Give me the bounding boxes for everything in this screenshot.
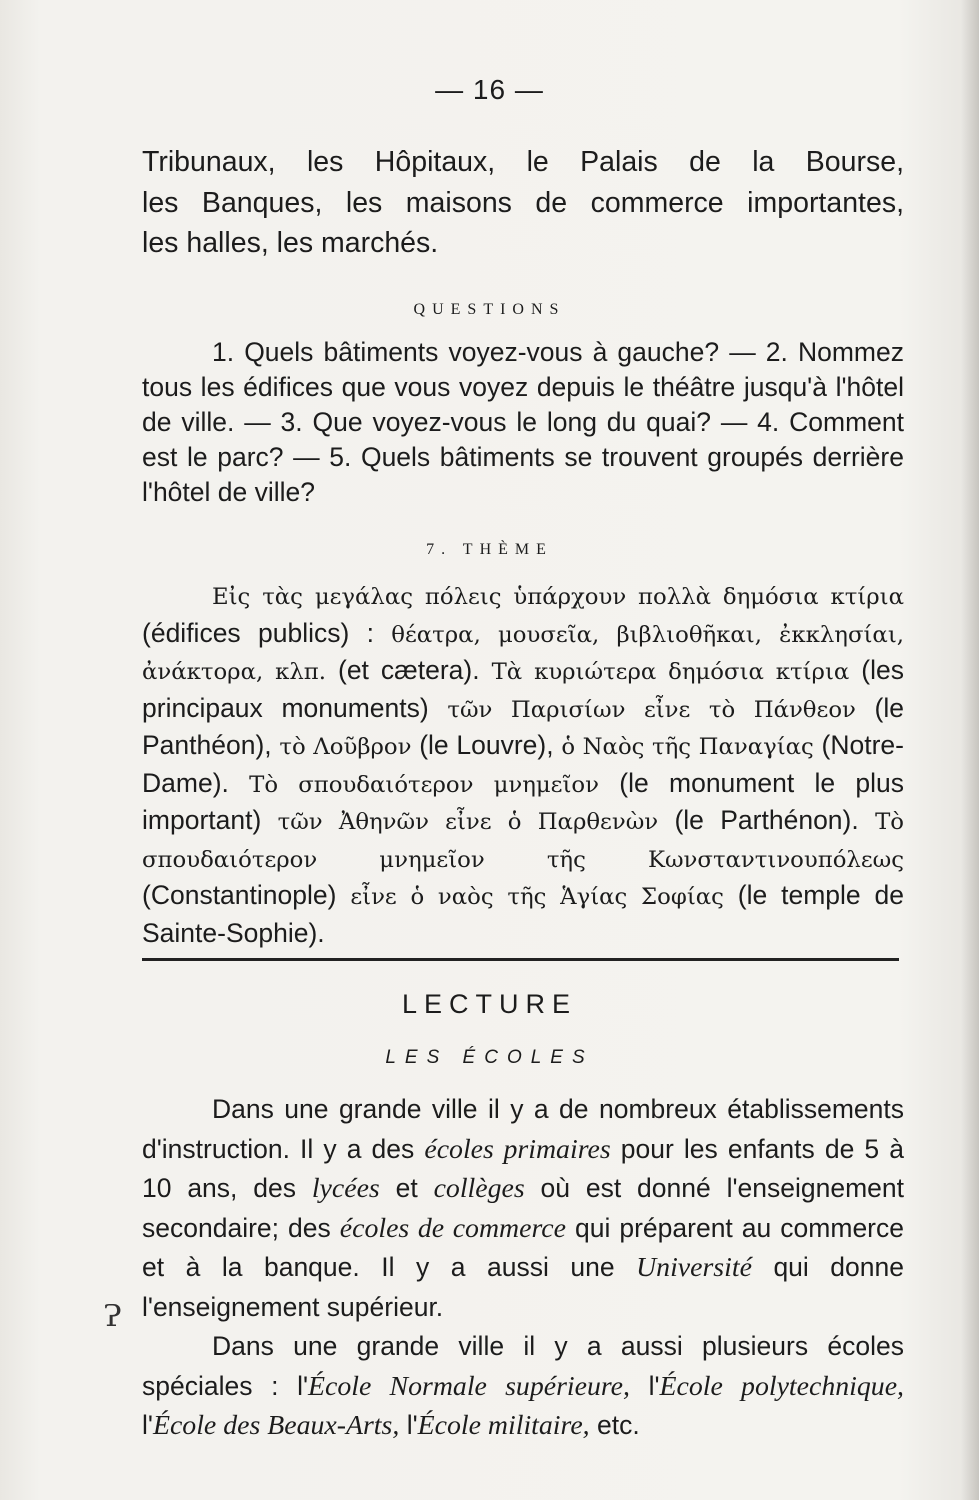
french-segment: (le Panthéon), <box>142 692 904 760</box>
text-run: Dans une grande ville il y a aussi plusieurs écoles spéciales : l' <box>142 1331 904 1401</box>
text-run: où est donné l'enseignement secondaire; des <box>142 1173 904 1243</box>
greek-segment: ὁ Ναὸς τῆς Παναγίας <box>561 734 814 760</box>
greek-segment: τῶν Ἀθηνῶν εἶνε ὁ Παρθενὼν <box>277 809 659 835</box>
theme-heading: 7. THÈME <box>426 541 553 558</box>
french-segment: (Constantinople) <box>142 880 351 910</box>
margin-pencil-mark: Ɂ <box>104 1299 122 1334</box>
greek-segment: Τὰ κυριώτερα δημόσια κτίρια <box>491 659 850 685</box>
italic-term: École militaire, <box>417 1410 590 1441</box>
theme-paragraph <box>142 578 904 951</box>
lecture-title: LECTURE <box>401 989 578 1019</box>
italic-term: collèges <box>433 1173 525 1204</box>
greek-segment: τὸ Λοῦβρον <box>279 734 412 760</box>
text-run: pour les enfants de 5 à 10 ans, des <box>142 1133 904 1203</box>
greek-segment: τῶν Παρισίων εἶνε τὸ Πάνθεον <box>447 696 856 723</box>
french-segment: (Notre-Dame). <box>142 730 904 798</box>
text-run: l' <box>399 1410 418 1440</box>
french-segment: (le temple de Sainte-Sophie). <box>142 880 904 948</box>
text-run: et <box>379 1173 434 1203</box>
lecture-paragraph-1 <box>142 1090 904 1327</box>
french-segment: (le Louvre), <box>411 730 562 760</box>
text-run: l' <box>142 1410 153 1440</box>
french-segment: (les principaux monuments) <box>142 655 904 723</box>
greek-segment: Τὸ σπουδαιότερον μνημεῖον τῆς Κωνσταντινουπόλεως <box>142 809 904 873</box>
greek-segment: θέατρα, μουσεῖα, βιβλιοθῆκαι, ἐκκλησίαι, ἀνάκτορα, κλπ. <box>142 621 904 685</box>
french-segment: (le monument le plus important) <box>142 767 905 835</box>
greek-segment: Εἰς τὰς μεγάλας πόλεις ὑπάρχουν πολλὰ δημόσια κτίρια <box>212 584 904 610</box>
lecture-subtitle: LES ÉCOLES <box>385 1047 594 1068</box>
italic-term: écoles primaires <box>424 1133 611 1165</box>
italic-term: École polytechnique, <box>659 1370 904 1402</box>
page-edge-shadow <box>961 0 979 1500</box>
lecture-paragraph-2 <box>142 1327 904 1446</box>
italic-term: École Normale supérieure, <box>308 1370 630 1402</box>
text-run: qui préparent au commerce et à la banque. Il y a aussi une <box>142 1212 904 1282</box>
questions-block <box>142 335 904 510</box>
french-segment: (édifices publics) : <box>142 617 392 648</box>
italic-term: écoles de commerce <box>339 1212 566 1244</box>
section-divider <box>142 958 899 961</box>
intro-line-1: Tribunaux, les Hôpitaux, le Palais de la Bourse, <box>142 146 904 178</box>
french-segment: (le Parthénon). <box>658 805 876 835</box>
text-run: Dans une grande ville il y a de nombreux établissements d'instruction. Il y a des <box>142 1094 904 1164</box>
text-run: etc. <box>589 1410 640 1440</box>
questions-heading: QUESTIONS <box>413 301 566 318</box>
lecture-block <box>142 1090 904 1446</box>
italic-term: Université <box>636 1252 752 1283</box>
french-segment: (et cætera). <box>325 655 492 685</box>
greek-segment: Τὸ σπουδαιότερον μνημεῖον <box>249 771 599 798</box>
questions-text: 1. Quels bâtiments voyez-vous à gauche? — 2. Nommez tous les édifices que vous voyez depuis le théâtre jusqu'à l'hôtel de ville. — 3. Que voyez-vous le long du quai? — 4. Comment est le parc? — 5. Quels bâtiments se trouvent groupés derrière l'hôtel de ville? <box>142 337 904 507</box>
theme-block <box>142 578 904 951</box>
greek-segment: εἶνε ὁ ναὸς τῆς Ἁγίας Σοφίας <box>350 884 724 910</box>
text-run: qui donne l'enseignement supérieur. <box>142 1252 904 1322</box>
page-number: — 16 — <box>435 74 544 105</box>
italic-term: École des Beaux-Arts, <box>152 1410 400 1441</box>
italic-term: lycées <box>311 1173 380 1204</box>
intro-line-2: les Banques, les maisons de commerce importantes, <box>142 186 904 219</box>
intro-paragraph <box>142 142 904 264</box>
intro-line-3: les halles, les marchés. <box>142 227 439 259</box>
text-run: l' <box>629 1370 660 1401</box>
